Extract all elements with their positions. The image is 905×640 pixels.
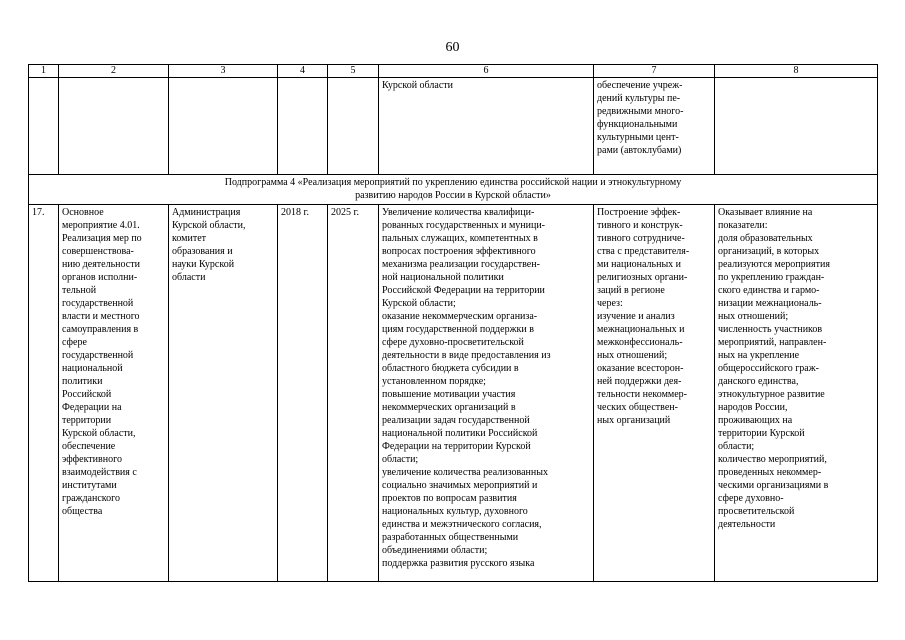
text-line: политики bbox=[62, 376, 103, 387]
text-line: Построение эффек- bbox=[597, 207, 681, 218]
column-number: 6 bbox=[379, 65, 594, 78]
cell-empty bbox=[278, 78, 328, 175]
text-line: развитию народов России в Курской области» bbox=[355, 190, 551, 201]
text-line: дений культуры пе- bbox=[597, 93, 681, 104]
text-line: этнокультурное развитие bbox=[718, 389, 825, 400]
table-row bbox=[29, 205, 878, 582]
text-line: общества bbox=[62, 506, 103, 517]
end-year: 2025 г. bbox=[328, 205, 379, 582]
text-line: межнациональных и bbox=[597, 324, 685, 335]
text-line: тельности некоммер- bbox=[597, 389, 687, 400]
text-line: проектов по вопросам развития bbox=[382, 493, 517, 504]
text-line: мероприятие 4.01. bbox=[62, 220, 140, 231]
text-line: Подпрограмма 4 «Реализация мероприятий по укреплению единства российской нации и этнокультурному bbox=[224, 177, 682, 188]
continuation-row bbox=[29, 78, 878, 175]
column-number: 2 bbox=[59, 65, 169, 78]
text-line: науки Курской bbox=[172, 259, 235, 270]
expected-results bbox=[379, 205, 594, 582]
text-line: образования и bbox=[172, 246, 233, 257]
text-line: национальной политики Российской bbox=[382, 428, 538, 439]
text-line: изучение и анализ bbox=[597, 311, 675, 322]
text-line: вопросах построения эффективного bbox=[382, 246, 536, 257]
text-line: некоммерческих организаций в bbox=[382, 402, 516, 413]
text-line: установленном порядке; bbox=[382, 376, 486, 387]
text-line: Российской bbox=[62, 389, 112, 400]
text-line: рами (автоклубами) bbox=[597, 145, 682, 156]
page-number: 60 bbox=[445, 40, 460, 55]
start-year: 2018 г. bbox=[278, 205, 328, 582]
text-line: области bbox=[172, 272, 206, 283]
text-line: сфере духовно- bbox=[718, 493, 784, 504]
text-line: комитет bbox=[172, 233, 207, 244]
text-line: количество мероприятий, bbox=[718, 454, 827, 465]
consequences bbox=[594, 205, 715, 582]
text-line: единства и межэтнического согласия, bbox=[382, 519, 542, 530]
text-line: реализации задач государственной bbox=[382, 415, 530, 426]
text-line: сфере bbox=[62, 337, 87, 348]
text-line: ных на укрепление bbox=[718, 350, 800, 361]
text-line: объединениями области; bbox=[382, 545, 488, 556]
text-line: обеспечение учреж- bbox=[597, 80, 683, 91]
indicators-link bbox=[715, 205, 878, 582]
text-line: Администрация bbox=[172, 207, 241, 218]
subprogram-row bbox=[29, 175, 878, 205]
text-line: низации межнациональ- bbox=[718, 298, 822, 309]
text-line: Увеличение количества квалифици- bbox=[382, 207, 535, 218]
text-line: увеличение количества реализованных bbox=[382, 467, 548, 478]
text-line: ми национальных и bbox=[597, 259, 682, 270]
text-line: доля образовательных bbox=[718, 233, 813, 244]
text-line: оказание некоммерческим организа- bbox=[382, 311, 538, 322]
text-line: сфере духовно-просветительской bbox=[382, 337, 524, 348]
text-line: оказание всесторон- bbox=[597, 363, 684, 374]
measure-name bbox=[59, 205, 169, 582]
text-line: просветительской bbox=[718, 506, 795, 517]
row-number: 17. bbox=[29, 205, 59, 582]
cell-empty bbox=[715, 78, 878, 175]
text-line: органов исполни- bbox=[62, 272, 138, 283]
cell-empty bbox=[59, 78, 169, 175]
cont-expected-results bbox=[379, 78, 594, 175]
text-line: тивного и конструк- bbox=[597, 220, 683, 231]
column-number: 8 bbox=[715, 65, 878, 78]
text-line: социально значимых мероприятий и bbox=[382, 480, 538, 491]
text-line: Реализация мер по bbox=[62, 233, 142, 244]
text-line: Курской области; bbox=[382, 298, 456, 309]
text-line: проживающих на bbox=[718, 415, 793, 426]
text-line: Федерации на bbox=[62, 402, 122, 413]
text-line: рованных государственных и муници- bbox=[382, 220, 546, 231]
subprogram-title bbox=[29, 175, 878, 205]
text-line: ского единства и гармо- bbox=[718, 285, 820, 296]
text-line: культурными цент- bbox=[597, 132, 679, 143]
text-line: ной национальной политики bbox=[382, 272, 504, 283]
text-line: нию деятельности bbox=[62, 259, 140, 270]
text-line: Основное bbox=[62, 207, 104, 218]
text-line: национальной bbox=[62, 363, 123, 374]
text-line: ческих обществен- bbox=[597, 402, 678, 413]
text-line: численность участников bbox=[718, 324, 823, 335]
text-line: территории bbox=[62, 415, 112, 426]
text-line: поддержка развития русского языка bbox=[382, 558, 535, 569]
text-line: ных организаций bbox=[597, 415, 671, 426]
text-line: Российской Федерации на территории bbox=[382, 285, 545, 296]
column-number: 7 bbox=[594, 65, 715, 78]
text-line: организаций, в которых bbox=[718, 246, 820, 257]
text-line: ных отношений; bbox=[718, 311, 789, 322]
text-line: области; bbox=[382, 454, 419, 465]
text-line: областного бюджета субсидии в bbox=[382, 363, 519, 374]
text-line: государственной bbox=[62, 298, 134, 309]
text-line: совершенствова- bbox=[62, 246, 134, 257]
text-line: народов России, bbox=[718, 402, 788, 413]
text-line: Курской области, bbox=[172, 220, 246, 231]
column-number: 1 bbox=[29, 65, 59, 78]
text-line: ства с представителя- bbox=[597, 246, 690, 257]
text-line: мероприятий, направлен- bbox=[718, 337, 827, 348]
text-line: циям государственной поддержки в bbox=[382, 324, 534, 335]
text-line: обеспечение bbox=[62, 441, 116, 452]
text-line: Курской области, bbox=[62, 428, 136, 439]
text-line: проведенных некоммер- bbox=[718, 467, 822, 478]
text-line: разработанных общественными bbox=[382, 532, 519, 543]
text-line: власти и местного bbox=[62, 311, 140, 322]
text-line: эффективного bbox=[62, 454, 122, 465]
column-number: 4 bbox=[278, 65, 328, 78]
measures-table bbox=[28, 64, 878, 582]
text-line: пальных служащих, компетентных в bbox=[382, 233, 538, 244]
text-line: по укреплению граждан- bbox=[718, 272, 825, 283]
text-line: ней поддержки дея- bbox=[597, 376, 682, 387]
text-line: деятельности bbox=[718, 519, 776, 530]
column-number: 3 bbox=[169, 65, 278, 78]
text-line: редвижными много- bbox=[597, 106, 684, 117]
cell-empty bbox=[169, 78, 278, 175]
text-line: тивного сотрудниче- bbox=[597, 233, 685, 244]
text-line: области; bbox=[718, 441, 755, 452]
text-line: повышение мотивации участия bbox=[382, 389, 516, 400]
responsible-executor bbox=[169, 205, 278, 582]
text-line: территории Курской bbox=[718, 428, 805, 439]
cont-consequences bbox=[594, 78, 715, 175]
text-line: тельной bbox=[62, 285, 97, 296]
text-line: Курской области bbox=[382, 80, 453, 91]
text-line: гражданского bbox=[62, 493, 120, 504]
cell-empty bbox=[29, 78, 59, 175]
text-line: деятельности в виде предоставления из bbox=[382, 350, 551, 361]
text-line: межконфессиональ- bbox=[597, 337, 683, 348]
text-line: общероссийского граж- bbox=[718, 363, 819, 374]
text-line: ческими организациями в bbox=[718, 480, 829, 491]
column-number: 5 bbox=[328, 65, 379, 78]
text-line: самоуправления в bbox=[62, 324, 139, 335]
text-line: национальных культур, духовного bbox=[382, 506, 528, 517]
column-number-row bbox=[29, 65, 878, 78]
text-line: государственной bbox=[62, 350, 134, 361]
text-line: взаимодействия с bbox=[62, 467, 137, 478]
text-line: через: bbox=[597, 298, 623, 309]
text-line: институтами bbox=[62, 480, 117, 491]
text-line: заций в регионе bbox=[597, 285, 665, 296]
text-line: ных отношений; bbox=[597, 350, 668, 361]
text-line: религиозных органи- bbox=[597, 272, 688, 283]
cell-empty bbox=[328, 78, 379, 175]
text-line: показатели: bbox=[718, 220, 768, 231]
text-line: функциональными bbox=[597, 119, 678, 130]
text-line: Оказывает влияние на bbox=[718, 207, 813, 218]
text-line: механизма реализации государствен- bbox=[382, 259, 540, 270]
text-line: данского единства, bbox=[718, 376, 799, 387]
text-line: реализуются мероприятия bbox=[718, 259, 830, 270]
text-line: Федерации на территории Курской bbox=[382, 441, 531, 452]
